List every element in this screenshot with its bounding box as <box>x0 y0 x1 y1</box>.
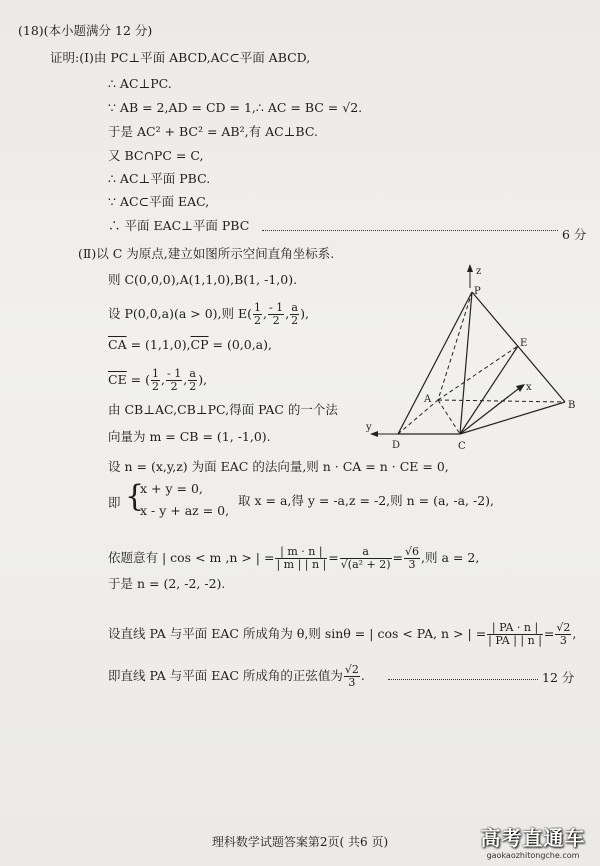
label-d: D <box>392 440 401 451</box>
vector-cp: $\overline{CP}$ <box>190 337 209 352</box>
part2-set-n: 设 n = (x,y,z) 为面 EAC 的法向量,则 n · CA = n · CE = 0, <box>108 459 449 474</box>
part2-vectors-ca-cp: $\overline{CA} = (1,1,0),\overline{CP} = (0,0,a)$, <box>108 337 272 352</box>
edge-ce <box>460 346 518 434</box>
part2-dot-leader <box>388 679 538 680</box>
part1-line-5: 又 BC∩PC = C, <box>108 148 204 163</box>
page-footer: 理科数学试题答案第2页( 共6 页) <box>211 835 389 849</box>
part2-intro: (Ⅱ)以 C 为原点,建立如图所示空间直角坐标系. <box>78 246 335 261</box>
watermark-title: 高考直通车 <box>480 826 586 850</box>
edge-ae <box>438 346 518 400</box>
frac-e-y: $\frac{- 1}{2}$ <box>268 301 284 327</box>
x-axis-arrow <box>516 384 525 392</box>
label-e: E <box>520 338 528 349</box>
label-x: x <box>526 382 532 393</box>
n-value: 于是 n = (2, -2, -2). <box>108 576 226 591</box>
watermark-url: gaokaozhitongche.com <box>486 851 580 860</box>
label-y: y <box>366 422 372 433</box>
problem-number: (18) <box>18 23 44 38</box>
system-eq-2: x - y + az = 0, <box>140 503 230 518</box>
edge-pc <box>460 292 472 434</box>
label-z: z <box>476 266 482 277</box>
frac-e-x: $\frac{1}{2}$ <box>253 301 261 327</box>
part2-normal-line-1: 由 CB⊥AC,CB⊥PC,得面 PAC 的一个法 <box>108 402 338 417</box>
system-brace: { <box>125 479 145 514</box>
label-p: P <box>474 286 481 297</box>
part1-score: 6 分 <box>562 227 587 242</box>
part1-line-7: ∵ AC⊂平面 EAC, <box>108 194 210 209</box>
score-note: (本小题满分 12 分) <box>43 23 153 38</box>
label-b: B <box>568 400 576 411</box>
sin-theta-equation: 设直线 PA 与平面 EAC 所成角为 θ,则 sinθ = | cos < PA, n > | = $\frac{| PA \cdot n |}{| PA | | n |}$ = $\frac{√2}{3}$ , <box>108 621 577 647</box>
problem-header <box>18 23 152 39</box>
edge-da <box>398 400 438 434</box>
z-axis-arrow <box>467 264 473 272</box>
part1-line-3: ∵ AB = 2,AD = CD = 1,∴ AC = BC = √2. <box>108 100 363 115</box>
conclusion: 即直线 PA 与平面 EAC 所成角的正弦值为 $\frac{√2}{3}$ . <box>108 663 365 689</box>
label-c: C <box>458 441 466 452</box>
system-prefix: 即 <box>108 495 121 510</box>
part1-line-6: ∴ AC⊥平面 PBC. <box>108 171 211 186</box>
system-eq-1: x + y = 0, <box>140 481 203 496</box>
part1-line-1: 证明:(Ⅰ)由 PC⊥平面 ABCD,AC⊂平面 ABCD, <box>50 50 311 65</box>
system-result: 取 x = a,得 y = -a,z = -2,则 n = (a, -a, -2), <box>238 493 494 508</box>
part1-dot-leader <box>262 230 558 231</box>
part2-score: 12 分 <box>542 670 575 685</box>
part2-vector-ce: $\overline{CE}$ = ( $\frac{1}{2}$ , $\frac{- 1}{2}$ , $\frac{a}{2}$ ), <box>108 367 208 393</box>
vector-ca: $\overline{CA}$ <box>108 337 127 352</box>
x-axis <box>460 386 522 434</box>
watermark <box>478 822 588 860</box>
vector-ce: $\overline{CE}$ <box>108 372 127 387</box>
part2-normal-line-2: 向量为 m = CB = (1, -1,0). <box>108 429 271 444</box>
frac-e-z: $\frac{a}{2}$ <box>291 301 299 327</box>
part1-line-8: ∴ 平面 EAC⊥平面 PBC <box>108 218 250 233</box>
part2-coords: 则 C(0,0,0),A(1,1,0),B(1, -1,0). <box>108 272 298 287</box>
edge-ac <box>438 400 460 434</box>
edge-cb <box>460 402 565 434</box>
label-a: A <box>424 394 432 405</box>
edge-pd <box>398 292 472 434</box>
part1-line-4: 于是 AC² + BC² = AB²,有 AC⊥BC. <box>108 124 318 139</box>
cos-equation: 依题意有 | cos < m ,n > | = $\frac{| m \cdot n |}{| m | | n |}$ = $\frac{a}{\text{√(a² + 2)}}$ = $\frac{√6}{3}$ ,则 a = 2, <box>108 545 480 571</box>
part2-set-p: 设 P(0,0,a)(a > 0),则 E( $\frac{1}{2}$ , $\frac{- 1}{2}$ , $\frac{a}{2}$ ), <box>108 301 310 327</box>
part1-line-2: ∴ AC⊥PC. <box>108 76 172 91</box>
pyramid-figure <box>360 262 600 462</box>
